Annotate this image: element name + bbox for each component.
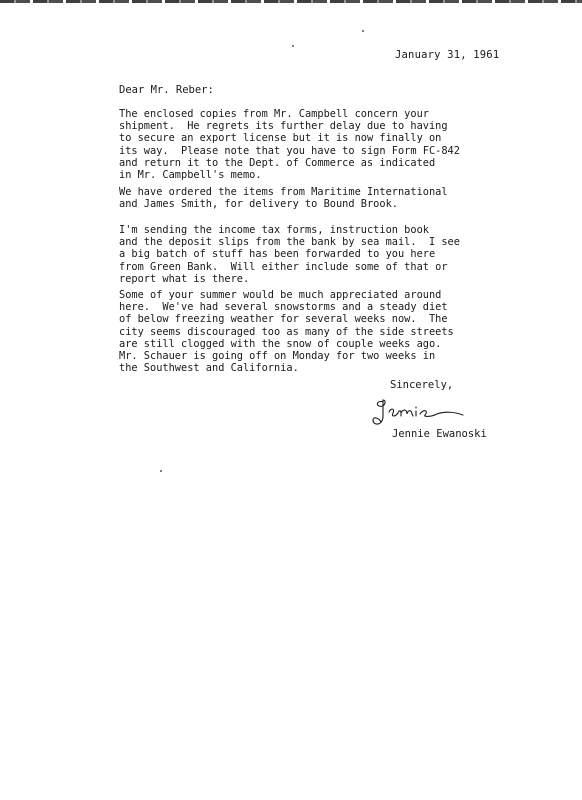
- letter-date: January 31, 1961: [395, 49, 500, 61]
- scan-speck: [160, 470, 162, 472]
- body-paragraph-2: We have ordered the items from Maritime International and James Smith, for delivery to Bound Brook.: [119, 186, 448, 211]
- salutation: Dear Mr. Reber:: [119, 84, 214, 96]
- handwritten-signature: [365, 396, 475, 430]
- body-paragraph-3: I'm sending the income tax forms, instruction book and the deposit slips from the bank by sea mail. I see a big batch of stuff has been forwarded to you here from Green Bank. Will either include some of that or report what is there.: [119, 224, 460, 285]
- body-paragraph-1: The enclosed copies from Mr. Campbell concern your shipment. He regrets its further delay due to having to secure an export license but it is now finally on its way. Please note that you have to sign Form FC-842 and return it to the Dept. of Commerce as indicated in Mr. Campbell's memo.: [119, 108, 460, 182]
- scan-speck: [362, 30, 364, 32]
- scan-speck: [292, 45, 294, 47]
- signer-name: Jennie Ewanoski: [392, 428, 487, 440]
- scan-top-edge: [0, 0, 582, 3]
- closing: Sincerely,: [390, 379, 454, 391]
- body-paragraph-4: Some of your summer would be much appreciated around here. We've had several snowstorms and a steady diet of below freezing weather for several weeks now. The city seems discouraged too as many of the side streets are still clogged with the snow of couple weeks ago. Mr. Schauer is going off on Monday for two weeks in the Southwest and California.: [119, 289, 454, 375]
